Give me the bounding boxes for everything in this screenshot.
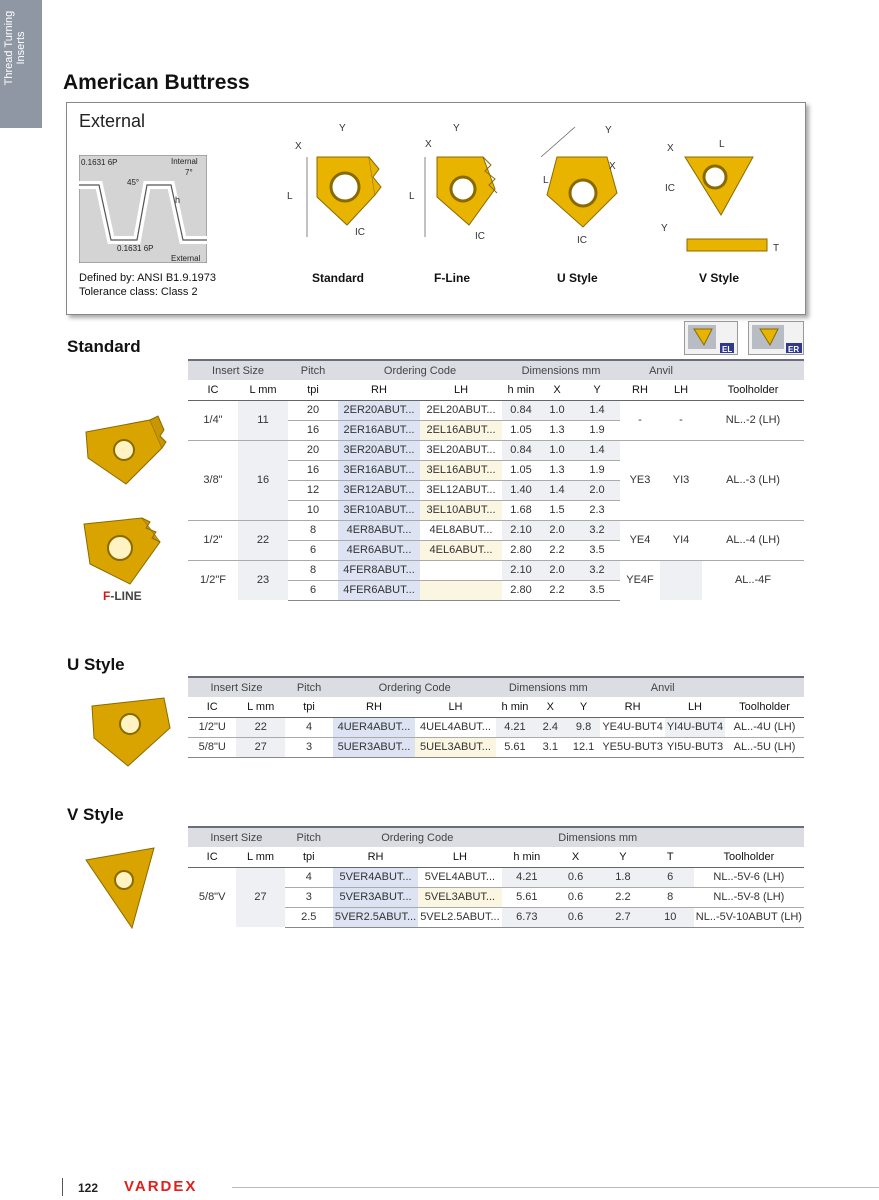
ic-cell: 1/2" <box>188 520 238 560</box>
external-title: External <box>79 111 146 131</box>
hmin-cell: 1.05 <box>502 460 540 480</box>
v-gh-pitch: Pitch <box>285 827 333 847</box>
footer-divider <box>62 1178 63 1196</box>
l-cell: 11 <box>238 400 288 440</box>
l-cell: 27 <box>236 737 284 757</box>
el-label: EL <box>722 345 733 354</box>
hmin-cell: 2.10 <box>502 560 540 580</box>
u-sh-lh: LH <box>415 697 496 717</box>
lh-code-cell <box>420 560 502 580</box>
v-sh-y: Y <box>599 847 646 867</box>
y-cell: 1.4 <box>574 440 620 460</box>
y-cell: 2.7 <box>599 907 646 927</box>
tpi-cell: 2.5 <box>285 907 333 927</box>
v-sh-x: X <box>552 847 599 867</box>
ustyle-dim-x: X <box>609 161 616 172</box>
vstyle-dim-x: X <box>667 143 674 154</box>
vstyle-dim-l: L <box>719 139 725 150</box>
tpi-cell: 8 <box>288 520 338 540</box>
std-gh-pitch: Pitch <box>288 360 338 380</box>
y-cell: 1.8 <box>599 867 646 887</box>
standard-table <box>188 359 804 601</box>
tpi-cell: 6 <box>288 580 338 600</box>
toolholder-cell: AL..-3 (LH) <box>702 440 804 520</box>
v-sh-tpi: tpi <box>285 847 333 867</box>
x-cell: 1.3 <box>540 420 574 440</box>
standard-insert-image <box>80 412 168 488</box>
anvil-rh-cell: YE4F <box>620 560 660 600</box>
y-cell: 1.9 <box>574 460 620 480</box>
profile-external: External <box>171 254 201 263</box>
ustyle-section-title: U Style <box>67 655 125 674</box>
anvil-lh-cell <box>660 560 702 600</box>
hmin-cell: 1.40 <box>502 480 540 500</box>
std-sh-y: Y <box>574 380 620 400</box>
u-gh-anvil: Anvil <box>600 677 725 697</box>
vstyle-section-title: V Style <box>67 805 124 824</box>
x-cell: 1.5 <box>540 500 574 520</box>
tpi-cell: 4 <box>285 717 333 737</box>
rh-code-cell: 4FER8ABUT... <box>338 560 420 580</box>
std-sh-rh: RH <box>338 380 420 400</box>
l-cell: 27 <box>236 867 284 927</box>
ustyle-dim-y: Y <box>605 125 612 136</box>
rh-code-cell: 5VER4ABUT... <box>333 867 418 887</box>
vstyle-insert-image <box>80 846 160 932</box>
rh-code-cell: 4UER4ABUT... <box>333 717 415 737</box>
rh-code-cell: 4ER8ABUT... <box>338 520 420 540</box>
anvil-rh-cell: YE5U-BUT3 <box>600 737 665 757</box>
rh-code-cell: 5UER3ABUT... <box>333 737 415 757</box>
side-tab-text: Thread Turning Inserts <box>3 10 27 86</box>
x-cell: 1.4 <box>540 480 574 500</box>
style-standard-label: Standard <box>312 271 365 285</box>
ic-cell: 3/8" <box>188 440 238 520</box>
lh-code-cell: 4UEL4ABUT... <box>415 717 496 737</box>
v-gh-dimensions: Dimensions mm <box>502 827 694 847</box>
toolholder-cell: NL..-2 (LH) <box>702 400 804 440</box>
std-sh-l: L mm <box>238 380 288 400</box>
anvil-rh-cell: - <box>620 400 660 440</box>
y-cell: 2.3 <box>574 500 620 520</box>
table-row <box>188 867 804 887</box>
y-cell: 2.2 <box>599 887 646 907</box>
lh-code-cell: 5VEL2.5ABUT... <box>418 907 502 927</box>
anvil-lh-cell: YI5U-BUT3 <box>665 737 725 757</box>
u-sh-x: X <box>534 697 567 717</box>
std-sh-x: X <box>540 380 574 400</box>
y-cell: 3.5 <box>574 540 620 560</box>
v-sh-t: T <box>647 847 694 867</box>
u-gh-ordering: Ordering Code <box>333 677 496 697</box>
tpi-cell: 16 <box>288 460 338 480</box>
y-cell: 3.2 <box>574 560 620 580</box>
profile-angle7: 7° <box>185 168 193 177</box>
ustyle-dim-ic: IC <box>577 235 587 246</box>
lh-code-cell <box>420 580 502 600</box>
el-holder-icon <box>684 321 738 355</box>
toolholder-cell: AL..-4 (LH) <box>702 520 804 560</box>
tpi-cell: 3 <box>285 737 333 757</box>
v-gh-ordering: Ordering Code <box>333 827 502 847</box>
anvil-lh-cell: YI3 <box>660 440 702 520</box>
tpi-cell: 20 <box>288 440 338 460</box>
hmin-cell: 5.61 <box>502 887 552 907</box>
u-sh-tpi: tpi <box>285 697 333 717</box>
u-sh-l: L mm <box>236 697 284 717</box>
y-cell: 9.8 <box>567 717 600 737</box>
y-cell: 1.4 <box>574 400 620 420</box>
u-gh-insert-size: Insert Size <box>188 677 285 697</box>
rh-code-cell: 2ER20ABUT... <box>338 400 420 420</box>
standard-insert-drawing <box>287 117 387 247</box>
std-sh-hmin: h min <box>502 380 540 400</box>
x-cell: 0.6 <box>552 907 599 927</box>
y-cell: 3.2 <box>574 520 620 540</box>
profile-internal: Internal <box>171 157 198 166</box>
er-label: ER <box>788 345 800 354</box>
tpi-cell: 8 <box>288 560 338 580</box>
hmin-cell: 1.68 <box>502 500 540 520</box>
hmin-cell: 5.61 <box>496 737 534 757</box>
x-cell: 1.3 <box>540 460 574 480</box>
v-sh-rh: RH <box>333 847 418 867</box>
t-cell: 10 <box>647 907 694 927</box>
fline-label-rest: -LINE <box>110 589 142 603</box>
side-tab <box>0 0 42 128</box>
y-cell: 2.0 <box>574 480 620 500</box>
lh-code-cell: 3EL10ABUT... <box>420 500 502 520</box>
ustyle-insert-drawing <box>517 117 637 247</box>
x-cell: 1.0 <box>540 400 574 420</box>
y-cell: 3.5 <box>574 580 620 600</box>
tpi-cell: 4 <box>285 867 333 887</box>
toolholder-cell: NL..-5V-8 (LH) <box>694 887 804 907</box>
t-cell: 6 <box>647 867 694 887</box>
fline-dim-ic: IC <box>475 231 485 242</box>
ustyle-insert-image <box>84 688 176 770</box>
profile-pitch-bottom: 0.1631 6P <box>117 244 154 253</box>
l-cell: 22 <box>236 717 284 737</box>
ic-cell: 1/2"F <box>188 560 238 600</box>
table-row <box>188 440 804 460</box>
page-title: American Buttress <box>63 71 250 94</box>
hmin-cell: 2.80 <box>502 580 540 600</box>
ic-cell: 1/2"U <box>188 717 236 737</box>
tpi-cell: 3 <box>285 887 333 907</box>
rh-code-cell: 3ER10ABUT... <box>338 500 420 520</box>
vstyle-dim-ic: IC <box>665 183 675 194</box>
vstyle-insert-drawing <box>657 117 787 267</box>
u-sh-anvil-lh: LH <box>665 697 725 717</box>
std-dim-x: X <box>295 141 302 152</box>
v-sh-toolholder: Toolholder <box>694 847 804 867</box>
fline-insert-image <box>80 512 164 588</box>
rh-code-cell: 5VER2.5ABUT... <box>333 907 418 927</box>
std-sh-toolholder: Toolholder <box>702 380 804 400</box>
std-sh-anvil-lh: LH <box>660 380 702 400</box>
ustyle-dim-l: L <box>543 175 549 186</box>
x-cell: 2.2 <box>540 580 574 600</box>
rh-code-cell: 3ER16ABUT... <box>338 460 420 480</box>
toolholder-cell: NL..-5V-10ABUT (LH) <box>694 907 804 927</box>
x-cell: 1.0 <box>540 440 574 460</box>
anvil-lh-cell: YI4 <box>660 520 702 560</box>
std-gh-anvil: Anvil <box>620 360 702 380</box>
hmin-cell: 6.73 <box>502 907 552 927</box>
std-sh-lh: LH <box>420 380 502 400</box>
std-gh-insert-size: Insert Size <box>188 360 288 380</box>
vstyle-dim-y: Y <box>661 223 668 234</box>
x-cell: 0.6 <box>552 887 599 907</box>
external-panel <box>66 102 806 315</box>
tpi-cell: 16 <box>288 420 338 440</box>
style-fline-label: F-Line <box>434 271 470 285</box>
anvil-rh-cell: YE4U-BUT4 <box>600 717 665 737</box>
u-sh-ic: IC <box>188 697 236 717</box>
x-cell: 3.1 <box>534 737 567 757</box>
fline-dim-x: X <box>425 139 432 150</box>
v-gh-insert-size: Insert Size <box>188 827 285 847</box>
u-sh-rh: RH <box>333 697 415 717</box>
fline-insert-drawing <box>405 117 505 247</box>
v-sh-ic: IC <box>188 847 236 867</box>
table-row <box>188 717 804 737</box>
rh-code-cell: 2ER16ABUT... <box>338 420 420 440</box>
hmin-cell: 2.80 <box>502 540 540 560</box>
tpi-cell: 20 <box>288 400 338 420</box>
standard-section-title: Standard <box>67 337 141 356</box>
anvil-lh-cell: - <box>660 400 702 440</box>
toolholder-cell: NL..-5V-6 (LH) <box>694 867 804 887</box>
hmin-cell: 4.21 <box>496 717 534 737</box>
toolholder-cell: AL..-4U (LH) <box>725 717 804 737</box>
v-sh-lh: LH <box>418 847 502 867</box>
x-cell: 0.6 <box>552 867 599 887</box>
anvil-rh-cell: YE4 <box>620 520 660 560</box>
toolholder-cell: AL..-4F <box>702 560 804 600</box>
y-cell: 12.1 <box>567 737 600 757</box>
x-cell: 2.4 <box>534 717 567 737</box>
table-row <box>188 400 804 420</box>
std-dim-y: Y <box>339 123 346 134</box>
ic-cell: 1/4" <box>188 400 238 440</box>
table-row <box>188 737 804 757</box>
std-sh-ic: IC <box>188 380 238 400</box>
standard-definition <box>79 271 216 299</box>
style-vstyle-label: V Style <box>699 271 740 285</box>
y-cell: 1.9 <box>574 420 620 440</box>
profile-h: h <box>175 195 181 205</box>
rh-code-cell: 5VER3ABUT... <box>333 887 418 907</box>
tpi-cell: 6 <box>288 540 338 560</box>
ic-cell: 5/8"V <box>188 867 236 927</box>
u-sh-anvil-rh: RH <box>600 697 665 717</box>
er-holder-icon <box>748 321 804 355</box>
vstyle-table <box>188 826 804 928</box>
t-cell: 8 <box>647 887 694 907</box>
std-dim-ic: IC <box>355 227 365 238</box>
u-sh-toolholder: Toolholder <box>725 697 804 717</box>
lh-code-cell: 5VEL4ABUT... <box>418 867 502 887</box>
hmin-cell: 0.84 <box>502 400 540 420</box>
u-sh-y: Y <box>567 697 600 717</box>
fline-dim-l: L <box>409 191 415 202</box>
lh-code-cell: 4EL8ABUT... <box>420 520 502 540</box>
lh-code-cell: 2EL20ABUT... <box>420 400 502 420</box>
tpi-cell: 10 <box>288 500 338 520</box>
rh-code-cell: 4ER6ABUT... <box>338 540 420 560</box>
lh-code-cell: 3EL20ABUT... <box>420 440 502 460</box>
defined-by: Defined by: ANSI B1.9.1973 <box>79 272 216 284</box>
rh-code-cell: 3ER20ABUT... <box>338 440 420 460</box>
lh-code-cell: 3EL12ABUT... <box>420 480 502 500</box>
u-gh-dimensions: Dimensions mm <box>496 677 600 697</box>
lh-code-cell: 3EL16ABUT... <box>420 460 502 480</box>
l-cell: 23 <box>238 560 288 600</box>
v-sh-l: L mm <box>236 847 284 867</box>
rh-code-cell: 3ER12ABUT... <box>338 480 420 500</box>
hmin-cell: 1.05 <box>502 420 540 440</box>
table-row <box>188 520 804 540</box>
v-sh-hmin: h min <box>502 847 552 867</box>
u-gh-pitch: Pitch <box>285 677 333 697</box>
fline-dim-y: Y <box>453 123 460 134</box>
std-sh-anvil-rh: RH <box>620 380 660 400</box>
std-dim-l: L <box>287 191 293 202</box>
ic-cell: 5/8"U <box>188 737 236 757</box>
lh-code-cell: 4EL6ABUT... <box>420 540 502 560</box>
l-cell: 22 <box>238 520 288 560</box>
l-cell: 16 <box>238 440 288 520</box>
vstyle-dim-t: T <box>773 243 780 254</box>
lh-code-cell: 2EL16ABUT... <box>420 420 502 440</box>
table-row <box>188 560 804 580</box>
toolholder-cell: AL..-5U (LH) <box>725 737 804 757</box>
style-ustyle-label: U Style <box>557 271 598 285</box>
std-gh-dimensions: Dimensions mm <box>502 360 620 380</box>
thread-profile-diagram <box>79 155 207 263</box>
profile-pitch-top: 0.1631 6P <box>81 158 118 167</box>
brand-logo: VARDEX <box>124 1178 198 1195</box>
tolerance-class: Tolerance class: Class 2 <box>79 286 198 298</box>
profile-angle45: 45° <box>127 178 140 187</box>
tpi-cell: 12 <box>288 480 338 500</box>
lh-code-cell: 5UEL3ABUT... <box>415 737 496 757</box>
x-cell: 2.2 <box>540 540 574 560</box>
hmin-cell: 4.21 <box>502 867 552 887</box>
x-cell: 2.0 <box>540 520 574 540</box>
std-gh-ordering: Ordering Code <box>338 360 502 380</box>
hmin-cell: 0.84 <box>502 440 540 460</box>
std-sh-tpi: tpi <box>288 380 338 400</box>
anvil-lh-cell: YI4U-BUT4 <box>665 717 725 737</box>
page-number: 122 <box>78 1181 99 1195</box>
x-cell: 2.0 <box>540 560 574 580</box>
ustyle-table <box>188 676 804 758</box>
fline-label-f: F <box>103 589 111 603</box>
lh-code-cell: 5VEL3ABUT... <box>418 887 502 907</box>
hmin-cell: 2.10 <box>502 520 540 540</box>
footer-rule <box>232 1187 879 1188</box>
rh-code-cell: 4FER6ABUT... <box>338 580 420 600</box>
anvil-rh-cell: YE3 <box>620 440 660 520</box>
u-sh-hmin: h min <box>496 697 534 717</box>
fline-label <box>103 589 142 603</box>
